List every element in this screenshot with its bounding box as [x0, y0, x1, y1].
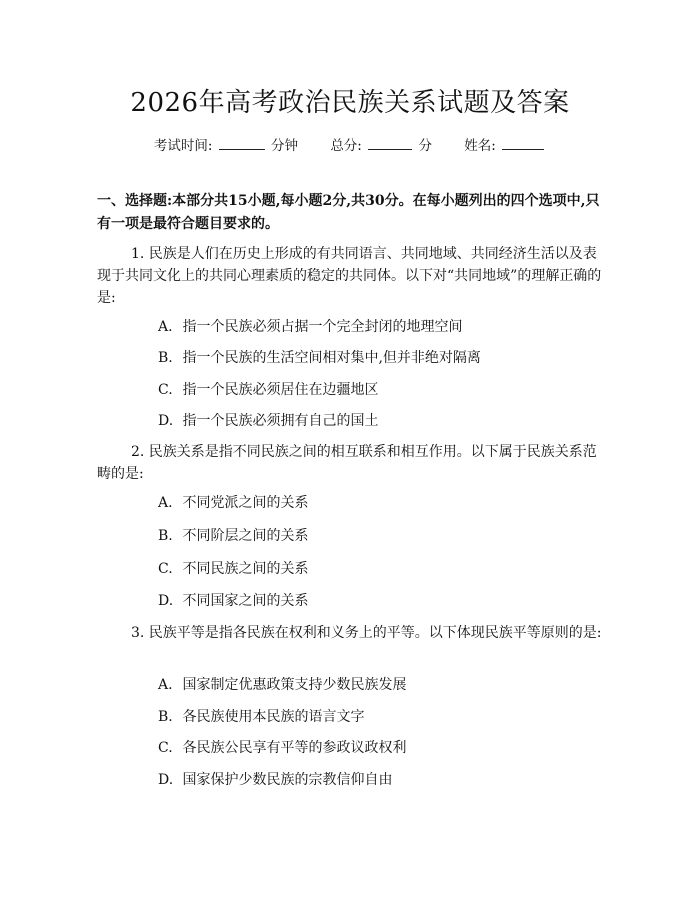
student-name: [464, 134, 546, 154]
option-text: 不同民族之间的关系: [182, 561, 309, 577]
option-text: 不同阶层之间的关系: [182, 528, 309, 544]
option-text: 指一个民族必须居住在边疆地区: [182, 382, 379, 398]
option-letter: C.: [158, 561, 173, 577]
question-1-option-b[interactable]: [158, 348, 481, 368]
total-score: [330, 134, 432, 154]
option-text: 指一个民族必须拥有自己的国土: [182, 413, 379, 429]
student-name-blank[interactable]: [502, 135, 544, 150]
option-letter: D.: [158, 772, 174, 788]
exam-time-label: 考试时间:: [153, 138, 213, 154]
option-letter: A.: [158, 495, 173, 511]
exam-meta: [0, 134, 700, 154]
question-2-option-a[interactable]: [158, 493, 308, 513]
option-letter: D.: [158, 413, 174, 429]
option-letter: B.: [158, 528, 173, 544]
option-text: 各民族公民享有平等的参政议政权利: [182, 740, 407, 756]
option-text: 指一个民族必须占据一个完全封闭的地理空间: [182, 319, 463, 335]
option-text: 不同国家之间的关系: [182, 593, 309, 609]
option-text: 指一个民族的生活空间相对集中,但并非绝对隔离: [182, 350, 481, 366]
question-1-option-d[interactable]: [158, 411, 378, 431]
exam-time: [154, 134, 298, 154]
option-text: 国家保护少数民族的宗教信仰自由: [182, 772, 393, 788]
question-1-stem: 1. 民族是人们在历史上形成的有共同语言、共同地域、共同经济生活以及表现于共同文化上的共同心理素质的稳定的共同体。以下对“共同地域”的理解正确的是:: [97, 246, 602, 306]
total-score-unit: 分: [418, 138, 432, 154]
question-1-option-a[interactable]: [158, 317, 462, 337]
question-2-stem: 2. 民族关系是指不同民族之间的相互联系和相互作用。以下属于民族关系范畴的是:: [97, 444, 597, 482]
question-3-option-c[interactable]: [158, 738, 406, 758]
option-letter: D.: [158, 593, 174, 609]
option-letter: A.: [158, 319, 173, 335]
option-text: 不同党派之间的关系: [182, 495, 309, 511]
question-2-option-b[interactable]: [158, 526, 308, 546]
option-text: 国家制定优惠政策支持少数民族发展: [182, 677, 407, 693]
question-3-option-b[interactable]: [158, 707, 364, 727]
section-heading: 一、选择题:本部分共15小题,每小题2分,共30分。在每小题列出的四个选项中,只有一项是最符合题目要求的。: [97, 193, 600, 232]
option-letter: A.: [158, 677, 173, 693]
option-letter: B.: [158, 350, 173, 366]
option-letter: B.: [158, 709, 173, 725]
question-3-option-d[interactable]: [158, 770, 392, 790]
question-1-option-c[interactable]: [158, 380, 378, 400]
exam-time-blank[interactable]: [219, 135, 265, 150]
option-letter: C.: [158, 382, 173, 398]
question-3-stem: 3. 民族平等是指各民族在权利和义务上的平等。以下体现民族平等原则的是:: [131, 625, 602, 641]
exam-time-unit: 分钟: [271, 138, 299, 154]
total-score-label: 总分:: [330, 138, 362, 154]
option-letter: C.: [158, 740, 173, 756]
student-name-label: 姓名:: [464, 138, 496, 154]
question-2-option-c[interactable]: [158, 559, 308, 579]
total-score-blank[interactable]: [368, 135, 412, 150]
question-3-option-a[interactable]: [158, 675, 406, 695]
option-text: 各民族使用本民族的语言文字: [182, 709, 365, 725]
page-title: 2026年高考政治民族关系试题及答案: [130, 88, 570, 118]
question-2-option-d[interactable]: [158, 591, 308, 611]
